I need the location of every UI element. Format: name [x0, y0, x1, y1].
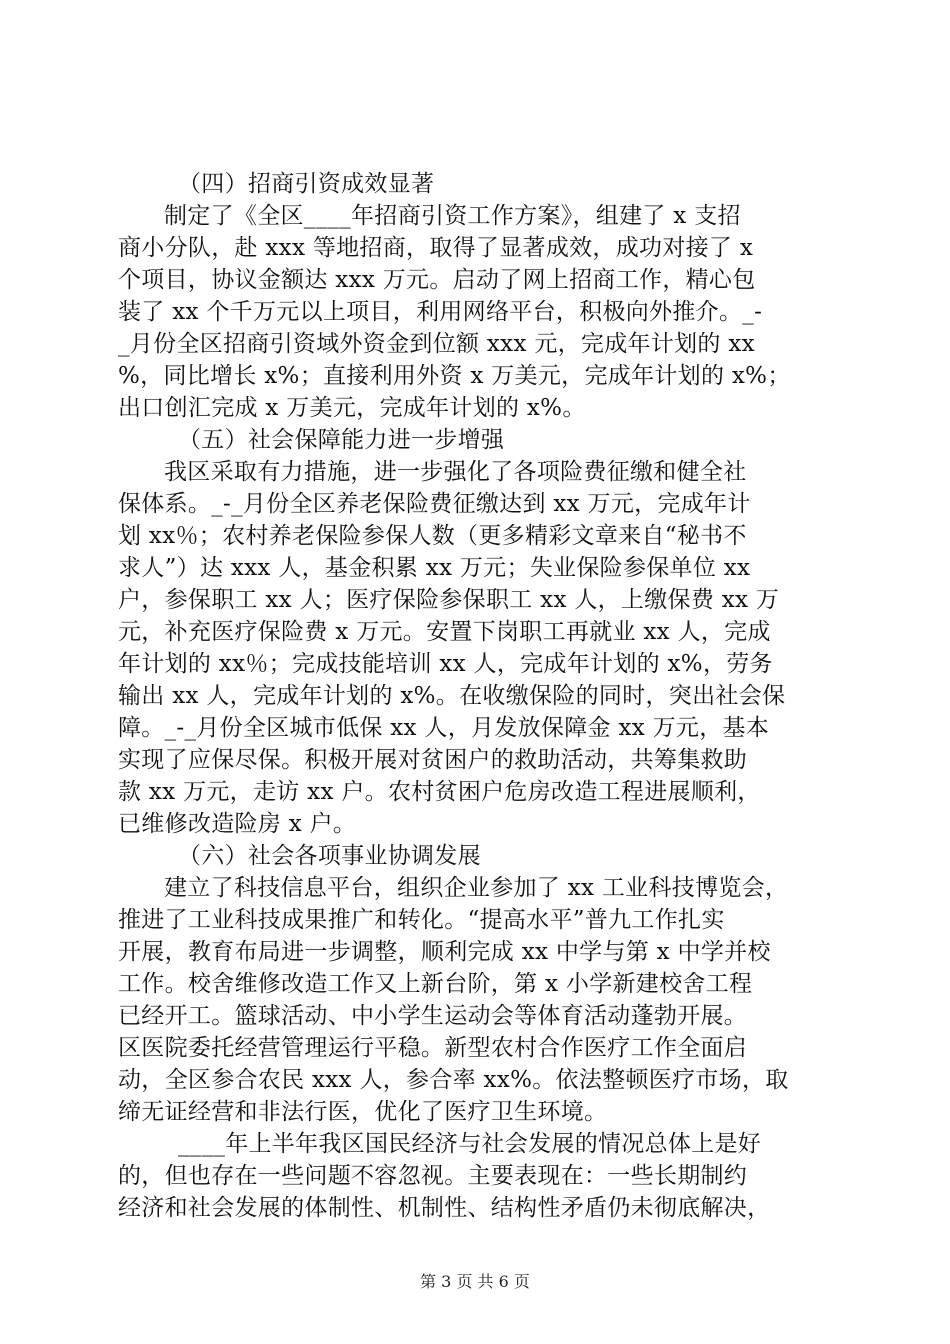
paragraph-line: 出口创汇完成 x 万美元，完成年计划的 x%。: [118, 395, 586, 421]
paragraph-line: 装了 xx 个千万元以上项目，利用网络平台，积极向外推介。_-: [118, 299, 763, 325]
paragraph-line: 建立了科技信息平台，组织企业参加了 xx 工业科技博览会，: [164, 875, 789, 901]
paragraph-line: 推进了工业科技成果推广和转化。“提高水平”普九工作扎实: [118, 907, 725, 933]
section-heading-social-security: （五）社会保障能力进一步增强: [178, 427, 505, 453]
section-heading-investment: （四）招商引资成效显著: [178, 171, 435, 197]
paragraph-line: 制定了《全区____年招商引资工作方案》，组建了 x 支招: [164, 203, 741, 229]
paragraph-line: 工作。校舍维修改造工作又上新台阶，第 x 小学新建校舍工程: [118, 971, 753, 997]
paragraph-line: 缔无证经营和非法行医，优化了医疗卫生环境。: [118, 1099, 608, 1125]
document-body: [118, 168, 838, 1224]
paragraph-line: _月份全区招商引资域外资金到位额 xxx 元，完成年计划的 xx: [118, 331, 755, 357]
paragraph-line: 经济和社会发展的体制性、机制性、结构性矛盾仍未彻底解决，: [118, 1195, 771, 1221]
paragraph-line: 划 xx％；农村养老保险参保人数（更多精彩文章来自“秘书不: [118, 523, 747, 549]
page-number-footer: 第 3 页 共 6 页: [420, 1272, 530, 1291]
paragraph-line: ____年上半年我区国民经济与社会发展的情况总体上是好: [178, 1131, 762, 1157]
paragraph-line: 实现了应保尽保。积极开展对贫困户的救助活动，共筹集救助: [118, 747, 748, 773]
paragraph-line: 求人”）达 xxx 人，基金积累 xx 万元；失业保险参保单位 xx: [118, 555, 751, 581]
paragraph-line: 动，全区参合农民 xxx 人，参合率 xx%。依法整顿医疗市场，取: [118, 1067, 789, 1093]
paragraph-line: 已维修改造险房 x 户。: [118, 811, 357, 837]
paragraph-line: 保体系。_-_月份全区养老保险费征缴达到 xx 万元，完成年计: [118, 491, 751, 517]
paragraph-line: 户，参保职工 xx 人；医疗保险参保职工 xx 人，上缴保费 xx 万: [118, 587, 780, 613]
paragraph-line: 款 xx 万元，走访 xx 户。农村贫困户危房改造工程进展顺利，: [118, 779, 761, 805]
paragraph-line: 区医院委托经营管理运行平稳。新型农村合作医疗工作全面启: [118, 1035, 748, 1061]
paragraph-line: %，同比增长 x%；直接利用外资 x 万美元，完成年计划的 x%；: [118, 363, 791, 389]
paragraph-line: 输出 xx 人，完成年计划的 x%。在收缴保险的同时，突出社会保: [118, 683, 786, 709]
paragraph-line: 元，补充医疗保险费 x 万元。安置下岗职工再就业 xx 人，完成: [118, 619, 771, 645]
paragraph-line: 我区采取有力措施，进一步强化了各项险费征缴和健全社: [164, 459, 747, 485]
paragraph-line: 已经开工。篮球活动、中小学生运动会等体育活动蓬勃开展。: [118, 1003, 748, 1029]
paragraph-line: 商小分队，赴 xxx 等地招商，取得了显著成效，成功对接了 x: [118, 235, 754, 261]
paragraph-line: 年计划的 xx％；完成技能培训 xx 人，完成年计划的 x%，劳务: [118, 651, 773, 677]
paragraph-line: 开展，教育布局进一步调整，顺利完成 xx 中学与第 x 中学并校: [118, 939, 771, 965]
paragraph-line: 障。_-_月份全区城市低保 xx 人，月发放保障金 xx 万元，基本: [118, 715, 770, 741]
paragraph-line: 的，但也存在一些问题不容忽视。主要表现在：一些长期制约: [118, 1163, 748, 1189]
paragraph-line: 个项目，协议金额达 xxx 万元。启动了网上招商工作，精心包: [118, 267, 756, 293]
section-heading-social-affairs: （六）社会各项事业协调发展: [178, 843, 481, 869]
